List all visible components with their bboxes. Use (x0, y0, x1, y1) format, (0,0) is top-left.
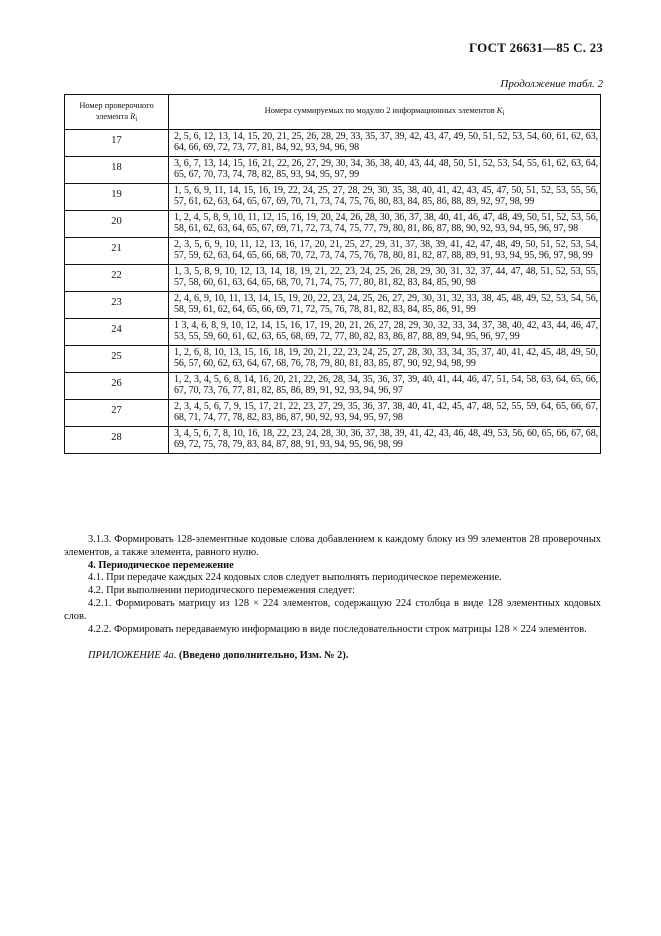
summed-elements-list: 3, 6, 7, 13, 14, 15, 16, 21, 22, 26, 27, 29, 30, 34, 36, 38, 40, 43, 44, 48, 50, 51, 52, 53, 54, 55, 61, 62, 63, 64, 65, 67, 70, 73, 74, 78, 82, 85, 93, 94, 95, 97, 99 (169, 157, 601, 184)
table-row (65, 211, 601, 238)
check-element-number: 24 (65, 319, 169, 346)
check-element-number: 21 (65, 238, 169, 265)
appendix-note (64, 650, 601, 663)
summed-elements-list: 1, 2, 6, 8, 10, 13, 15, 16, 18, 19, 20, 21, 22, 23, 24, 25, 27, 28, 30, 33, 34, 35, 37, 40, 41, 42, 45, 48, 49, 50, 56, 57, 60, 62, 63, 64, 67, 68, 76, 78, 79, 80, 81, 83, 85, 87, 90, 92, 94, 98, 99 (169, 346, 601, 373)
table-row (65, 184, 601, 211)
check-element-number: 25 (65, 346, 169, 373)
table-row (65, 130, 601, 157)
summed-elements-list: 2, 3, 4, 5, 6, 7, 9, 15, 17, 21, 22, 23, 27, 29, 35, 36, 37, 38, 40, 41, 42, 45, 47, 48, 52, 55, 59, 64, 65, 66, 67, 68, 71, 74, 77, 78, 82, 83, 86, 87, 90, 92, 93, 94, 95, 97, 98 (169, 400, 601, 427)
symbol-r: R (130, 111, 136, 121)
table-row (65, 238, 601, 265)
summed-elements-list: 2, 4, 6, 9, 10, 11, 13, 14, 15, 19, 20, 22, 23, 24, 25, 26, 27, 29, 30, 31, 32, 33, 38, 45, 48, 49, 52, 53, 54, 56, 58, 59, 61, 62, 64, 65, 66, 69, 71, 72, 75, 76, 78, 81, 82, 83, 84, 85, 86, 91, 99 (169, 292, 601, 319)
check-element-number: 23 (65, 292, 169, 319)
paragraph-4-1: 4.1. При передаче каждых 224 кодовых слов следует выполнять периодическое перемежение. (88, 572, 502, 584)
column-header-info-elements-text: Номера суммируемых по модулю 2 информационных элементов (264, 106, 495, 115)
table-header-row (65, 95, 601, 130)
table-row (65, 346, 601, 373)
table-row (65, 157, 601, 184)
page-title: ГОСТ 26631—85 С. 23 (469, 40, 603, 55)
column-header-check-element (65, 95, 169, 130)
section-4-title: 4. Периодическое перемежение (88, 559, 234, 571)
summed-elements-list: 1, 2, 4, 5, 8, 9, 10, 11, 12, 15, 16, 19, 20, 24, 26, 28, 30, 36, 37, 38, 40, 41, 46, 47, 48, 49, 50, 51, 52, 53, 56, 58, 61, 62, 63, 64, 65, 67, 69, 71, 72, 73, 74, 75, 77, 79, 80, 81, 86, 87, 88, 90, 92, 93, 94, 95, 96, 97, 98 (169, 211, 601, 238)
summed-elements-list: 3, 4, 5, 6, 7, 8, 10, 16, 18, 22, 23, 24, 28, 30, 36, 37, 38, 39, 41, 42, 43, 46, 48, 49, 53, 56, 60, 65, 66, 67, 68, 69, 72, 75, 78, 79, 83, 84, 87, 88, 91, 93, 94, 95, 96, 98, 99 (169, 427, 601, 454)
paragraph-4-2-2: 4.2.2. Формировать передаваемую информацию в виде последовательности строк матрицы 128 × 224 элементов. (88, 623, 587, 635)
table-row (65, 319, 601, 346)
table-body (65, 130, 601, 454)
check-element-number: 22 (65, 265, 169, 292)
check-element-number: 28 (65, 427, 169, 454)
table-row (65, 265, 601, 292)
paragraph-4-2-1: 4.2.1. Формировать матрицу из 128 × 224 элементов, содержащую 224 столбца в виде 128 элементных кодовых слов. (64, 597, 601, 622)
table-row (65, 292, 601, 319)
summed-elements-list: 1 3, 4, 6, 8, 9, 10, 12, 14, 15, 16, 17, 19, 20, 21, 26, 27, 28, 29, 30, 32, 33, 34, 37, 38, 40, 42, 43, 44, 46, 47, 53, 55, 59, 60, 61, 62, 63, 65, 68, 69, 72, 77, 80, 82, 83, 86, 87, 88, 89, 94, 95, 96, 97, 99 (169, 319, 601, 346)
summed-elements-list: 1, 2, 3, 4, 5, 6, 8, 14, 16, 20, 21, 22, 26, 28, 34, 35, 36, 37, 39, 40, 41, 44, 46, 47, 51, 54, 58, 63, 64, 65, 66, 67, 70, 73, 76, 77, 81, 82, 85, 86, 89, 91, 92, 93, 94, 96, 97 (169, 373, 601, 400)
check-element-number: 20 (65, 211, 169, 238)
symbol-k: K (496, 106, 503, 115)
check-element-number: 19 (65, 184, 169, 211)
table-row (65, 400, 601, 427)
parity-table (64, 94, 601, 454)
paragraph-3-1-3: 3.1.3. Формировать 128-элементные кодовые слова добавлением к каждому блоку из 99 элементов 28 проверочных элементов, а также элемента, равного нулю. (64, 534, 601, 558)
summed-elements-list: 2, 5, 6, 12, 13, 14, 15, 20, 21, 25, 26, 28, 29, 33, 35, 37, 39, 42, 43, 47, 49, 50, 51, 52, 53, 54, 60, 61, 62, 63, 64, 66, 69, 72, 73, 77, 81, 84, 92, 93, 94, 96, 98 (169, 130, 601, 157)
summed-elements-list: 1, 3, 5, 8, 9, 10, 12, 13, 14, 18, 19, 21, 22, 23, 24, 25, 26, 28, 29, 30, 31, 32, 37, 44, 47, 48, 51, 52, 53, 55, 57, 58, 60, 61, 63, 64, 65, 68, 70, 71, 74, 75, 77, 80, 81, 82, 83, 84, 85, 90, 98 (169, 265, 601, 292)
check-element-number: 26 (65, 373, 169, 400)
check-element-number: 17 (65, 130, 169, 157)
check-element-number: 18 (65, 157, 169, 184)
table-row (65, 427, 601, 454)
table-continuation-label: Продолжение табл. 2 (500, 78, 603, 90)
appendix-label: ПРИЛОЖЕНИЕ 4а. (88, 650, 177, 662)
summed-elements-list: 1, 5, 6, 9, 11, 14, 15, 16, 19, 22, 24, 25, 27, 28, 29, 30, 35, 38, 40, 41, 42, 43, 45, 47, 50, 51, 52, 53, 55, 56, 57, 61, 62, 63, 64, 65, 67, 69, 70, 71, 73, 74, 75, 76, 80, 83, 84, 85, 86, 88, 89, 92, 97, 98, 99 (169, 184, 601, 211)
subscript-i: i (135, 114, 138, 123)
table-row (65, 373, 601, 400)
subscript-i: i (502, 109, 505, 117)
appendix-amendment: (Введено дополнительно, Изм. № 2). (178, 650, 349, 662)
body-text (64, 534, 601, 663)
column-header-info-elements (169, 95, 601, 130)
check-element-number: 27 (65, 400, 169, 427)
column-header-check-element-text: Номер проверочного элемента (79, 100, 154, 121)
summed-elements-list: 2, 3, 5, 6, 9, 10, 11, 12, 13, 16, 17, 20, 21, 25, 27, 29, 31, 37, 38, 39, 41, 42, 47, 48, 49, 50, 51, 52, 53, 54, 57, 59, 62, 63, 64, 65, 66, 68, 70, 72, 73, 74, 75, 76, 78, 80, 81, 82, 87, 88, 89, 91, 93, 94, 95, 96, 97, 98, 99 (169, 238, 601, 265)
paragraph-4-2: 4.2. При выполнении периодического перемежения следует: (88, 585, 356, 597)
